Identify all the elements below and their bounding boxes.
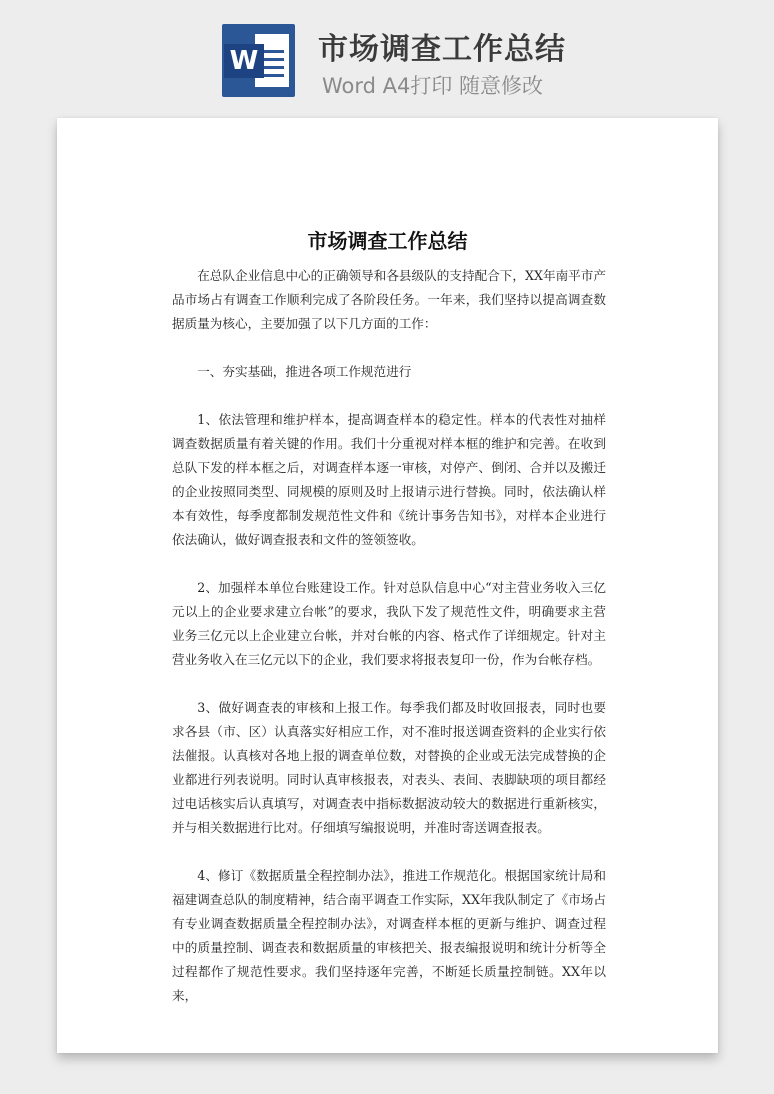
header-title: 市场调查工作总结 <box>318 32 566 67</box>
document-body <box>172 264 606 1032</box>
paragraph-item-3: 3、做好调查表的审核和上报工作。每季我们都及时收回报表，同时也要求各县（市、区）认真落实好相应工作，对不准时报送调查资料的企业实行依法催报。认真核对各地上报的调查单位数，对替换的企业或无法完成替换的企业都进行列表说明。同时认真审核报表，对表头、表间、表脚缺项的项目都经过电话核实后认真填写，对调查表中指标数据波动较大的数据进行重新核实，并与相关数据进行比对。仔细填写编报说明，并准时寄送调查报表。 <box>172 700 606 835</box>
paragraph-item-2: 2、加强样本单位台账建设工作。针对总队信息中心“对主营业务收入三亿元以上的企业要求建立台帐”的要求，我队下发了规范性文件，明确要求主营业务三亿元以上企业建立台帐，并对台帐的内容、格式作了详细规定。针对主营业务收入在三亿元以下的企业，我们要求将报表复印一份，作为台帐存档。 <box>172 580 606 667</box>
section-heading-1: 一、夯实基础，推进各项工作规范进行 <box>197 364 412 379</box>
word-icon-letter: W <box>224 44 264 78</box>
paragraph-item-1: 1、依法管理和维护样本，提高调查样本的稳定性。样本的代表性对抽样调查数据质量有着关键的作用。我们十分重视对样本框的维护和完善。在收到总队下发的样本框之后，对调查样本逐一审核，对停产、倒闭、合并以及搬迁的企业按照同类型、同规模的原则及时上报请示进行替换。同时，依法确认样本有效性，每季度都制发规范性文件和《统计事务告知书》，对样本企业进行依法确认，做好调查报表和文件的签领签收。 <box>172 412 606 547</box>
paragraph-intro: 在总队企业信息中心的正确领导和各县级队的支持配合下，XX年南平市产品市场占有调查工作顺利完成了各阶段任务。一年来，我们坚持以提高调查数据质量为核心，主要加强了以下几方面的工作： <box>172 268 606 331</box>
word-icon <box>222 24 295 97</box>
document-title: 市场调查工作总结 <box>307 229 468 253</box>
document-page <box>57 118 718 1053</box>
header-subtitle: Word A4打印 随意修改 <box>322 74 544 98</box>
paragraph-item-4: 4、修订《数据质量全程控制办法》，推进工作规范化。根据国家统计局和福建调查总队的制度精神，结合南平调查工作实际，XX年我队制定了《市场占有专业调查数据质量全程控制办法》，对调查样本框的更新与维护、调查过程中的质量控制、调查表和数据质量的审核把关、报表编报说明和统计分析等全过程都作了规范性要求。我们坚持逐年完善，不断延长质量控制链。XX年以来， <box>172 868 606 1003</box>
page-header <box>0 0 774 118</box>
